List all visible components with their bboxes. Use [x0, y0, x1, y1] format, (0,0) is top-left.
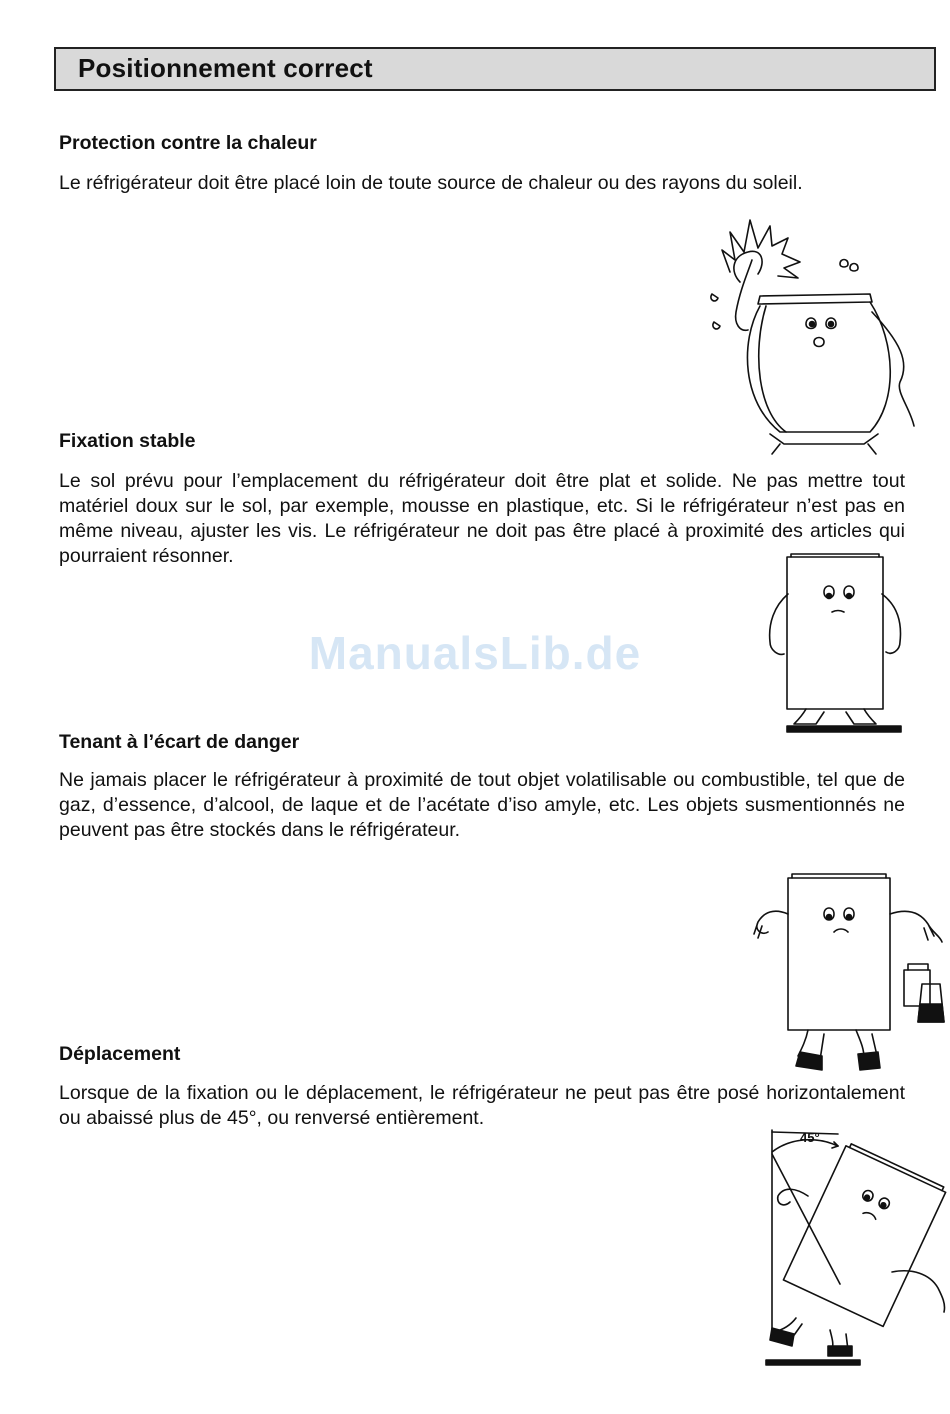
- hot-fridge-icon: [700, 212, 940, 460]
- section-heading-moving: Déplacement: [59, 1043, 181, 1065]
- section-heading-stable: Fixation stable: [59, 430, 196, 452]
- section-heading-danger: Tenant à l’écart de danger: [59, 731, 300, 753]
- page-title-box: [54, 47, 936, 91]
- tilted-fridge-icon: [760, 1124, 946, 1368]
- page-title: Positionnement correct: [78, 53, 373, 83]
- section-text-stable: Le sol prévu pour l’emplacement du réfrigérateur doit être plat et solide. Ne pas mettre tout matériel doux sur le sol, par exemple, mousse en plastique, etc. Si le réfrigérateur n’est pas en même niveau, ajuster les vis. Le réfrigérateur ne doit pas être placé à proximité des articles qui pourraient résonner.: [59, 470, 905, 567]
- tilt-angle-label: 45°: [800, 1130, 820, 1145]
- section-text-moving: Lorsque de la fixation ou le déplacement, le réfrigérateur ne peut pas être posé horizontalement ou abaissé plus de 45°, ou renversé entièrement.: [59, 1082, 905, 1129]
- fridge-with-chemicals-icon: [752, 874, 946, 1074]
- section-text-danger: Ne jamais placer le réfrigérateur à proximité de tout objet volatilisable ou combustible, tel que de gaz, d’essence, d’alcool, de laque et de l’acétate d’iso amyle, etc. Les objets susmentionnés ne peuvent pas être stockés dans le réfrigérateur.: [59, 769, 905, 841]
- section-text-heat: Le réfrigérateur doit être placé loin de toute source de chaleur ou des rayons du soleil.: [59, 172, 803, 194]
- watermark: ManualsLib.de: [308, 627, 642, 679]
- section-heading-heat: Protection contre la chaleur: [59, 132, 317, 154]
